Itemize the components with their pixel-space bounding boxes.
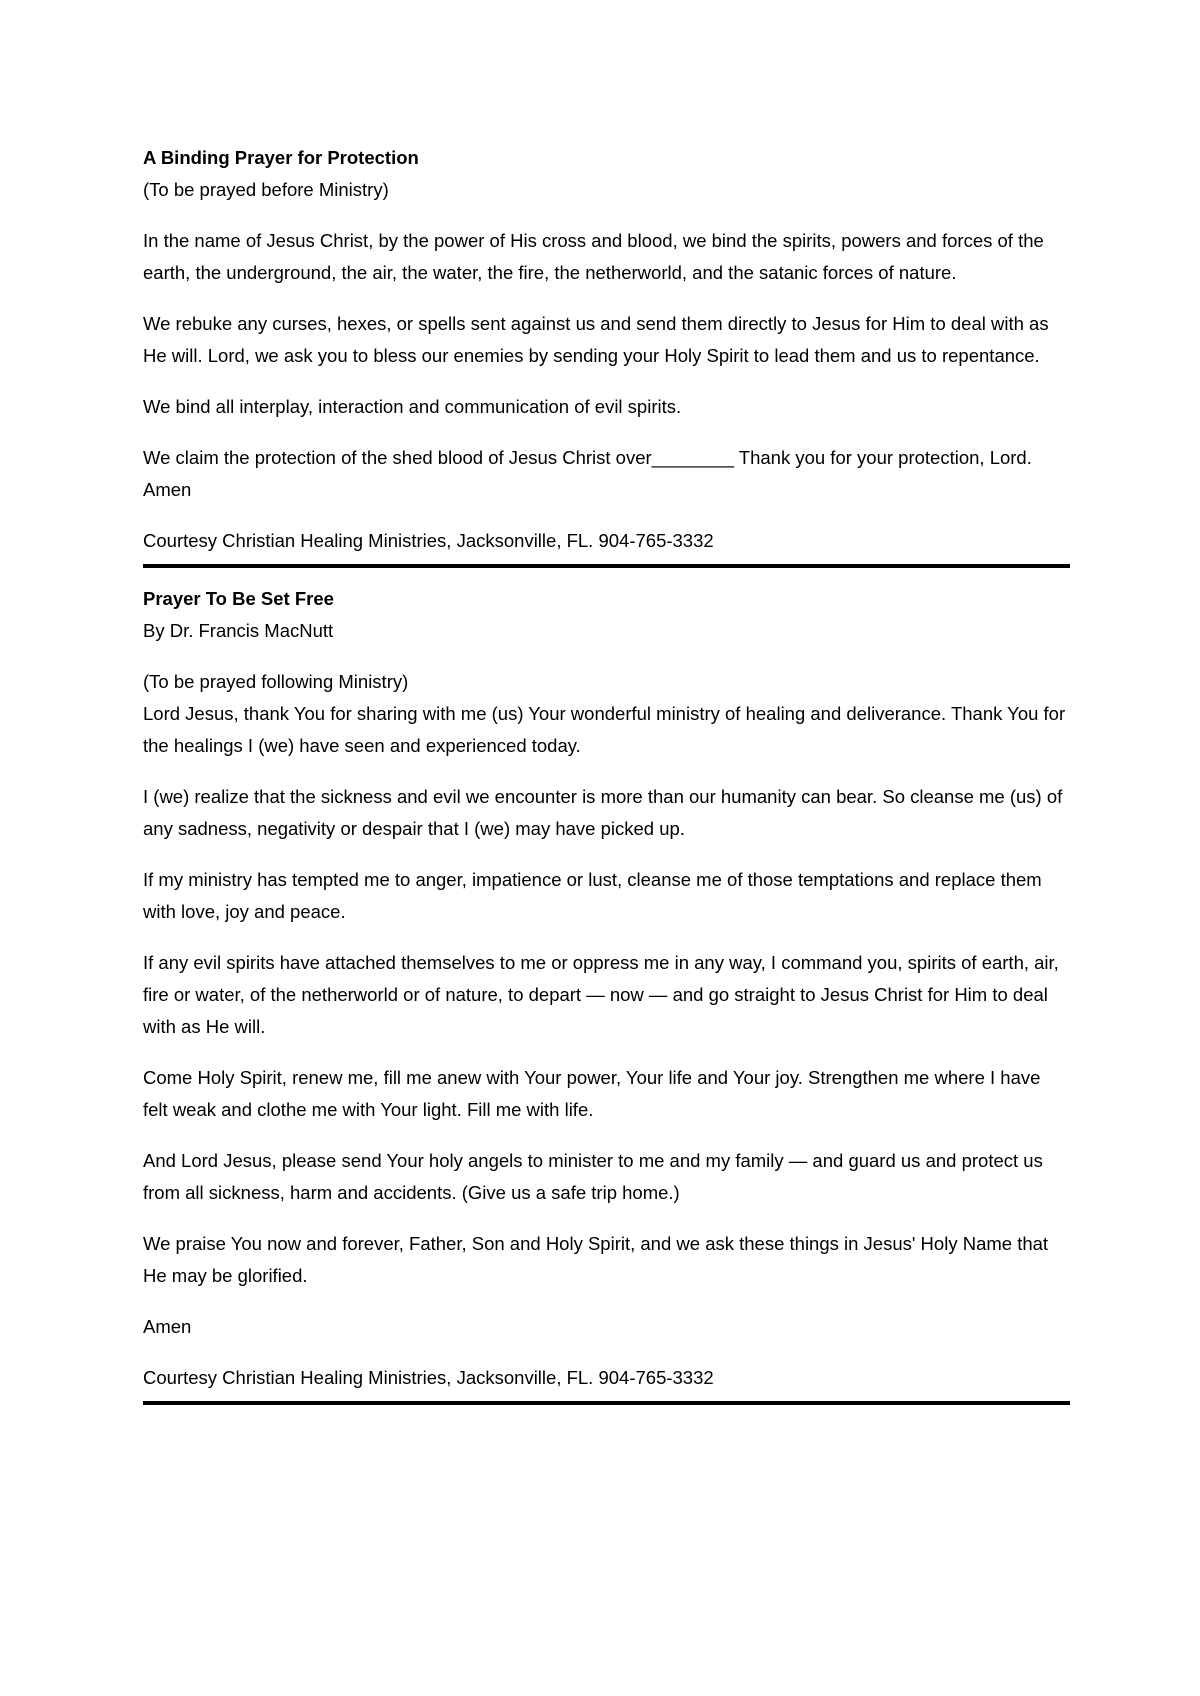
courtesy-line: Courtesy Christian Healing Ministries, Jacksonville, FL. 904-765-3332 [143, 1367, 714, 1388]
paragraph: If my ministry has tempted me to anger, impatience or lust, cleanse me of those temptations and replace them with love, joy and peace. [143, 869, 1042, 922]
set-free-prayer-section [143, 583, 1070, 1405]
section-author: By Dr. Francis MacNutt [143, 620, 334, 641]
paragraph: We rebuke any curses, hexes, or spells sent against us and send them directly to Jesus for Him to deal with as He will. Lord, we ask you to bless our enemies by sending your Holy Spirit to lead them and us to repentance. [143, 313, 1049, 366]
paragraph: We praise You now and forever, Father, Son and Holy Spirit, and we ask these things in Jesus' Holy Name that He may be glorified. [143, 1233, 1049, 1286]
paragraph: We claim the protection of the shed blood of Jesus Christ over________ Thank you for your protection, Lord. Amen [143, 447, 1032, 500]
paragraph: Amen [143, 1316, 192, 1337]
courtesy-line: Courtesy Christian Healing Ministries, Jacksonville, FL. 904-765-3332 [143, 530, 714, 551]
paragraph: If any evil spirits have attached themselves to me or oppress me in any way, I command you, spirits of earth, air, fire or water, of the netherworld or of nature, to depart — now — and go straight to Jesus Christ for Him to deal with as He will. [143, 952, 1059, 1037]
document-body [143, 142, 1070, 1420]
paragraph: I (we) realize that the sickness and evil we encounter is more than our humanity can bear. So cleanse me (us) of any sadness, negativity or despair that I (we) may have picked up. [143, 786, 1063, 839]
section-subtitle: (To be prayed following Ministry) [143, 671, 409, 692]
paragraph: We bind all interplay, interaction and communication of evil spirits. [143, 396, 682, 417]
binding-prayer-section [143, 142, 1070, 568]
paragraph: Lord Jesus, thank You for sharing with me (us) Your wonderful ministry of healing and deliverance. Thank You for the healings I (we) have seen and experienced today. [143, 703, 1066, 756]
paragraph: Come Holy Spirit, renew me, fill me anew with Your power, Your life and Your joy. Strengthen me where I have felt weak and clothe me with Your light. Fill me with life. [143, 1067, 1041, 1120]
paragraph: In the name of Jesus Christ, by the power of His cross and blood, we bind the spirits, powers and forces of the earth, the underground, the air, the water, the fire, the netherworld, and the satanic forces of nature. [143, 230, 1044, 283]
section-divider [143, 564, 1070, 568]
section-title: A Binding Prayer for Protection [143, 147, 419, 168]
paragraph: And Lord Jesus, please send Your holy angels to minister to me and my family — and guard us and protect us from all sickness, harm and accidents. (Give us a safe trip home.) [143, 1150, 1043, 1203]
section-title: Prayer To Be Set Free [143, 588, 334, 609]
section-subtitle: (To be prayed before Ministry) [143, 179, 389, 200]
section-divider [143, 1401, 1070, 1405]
